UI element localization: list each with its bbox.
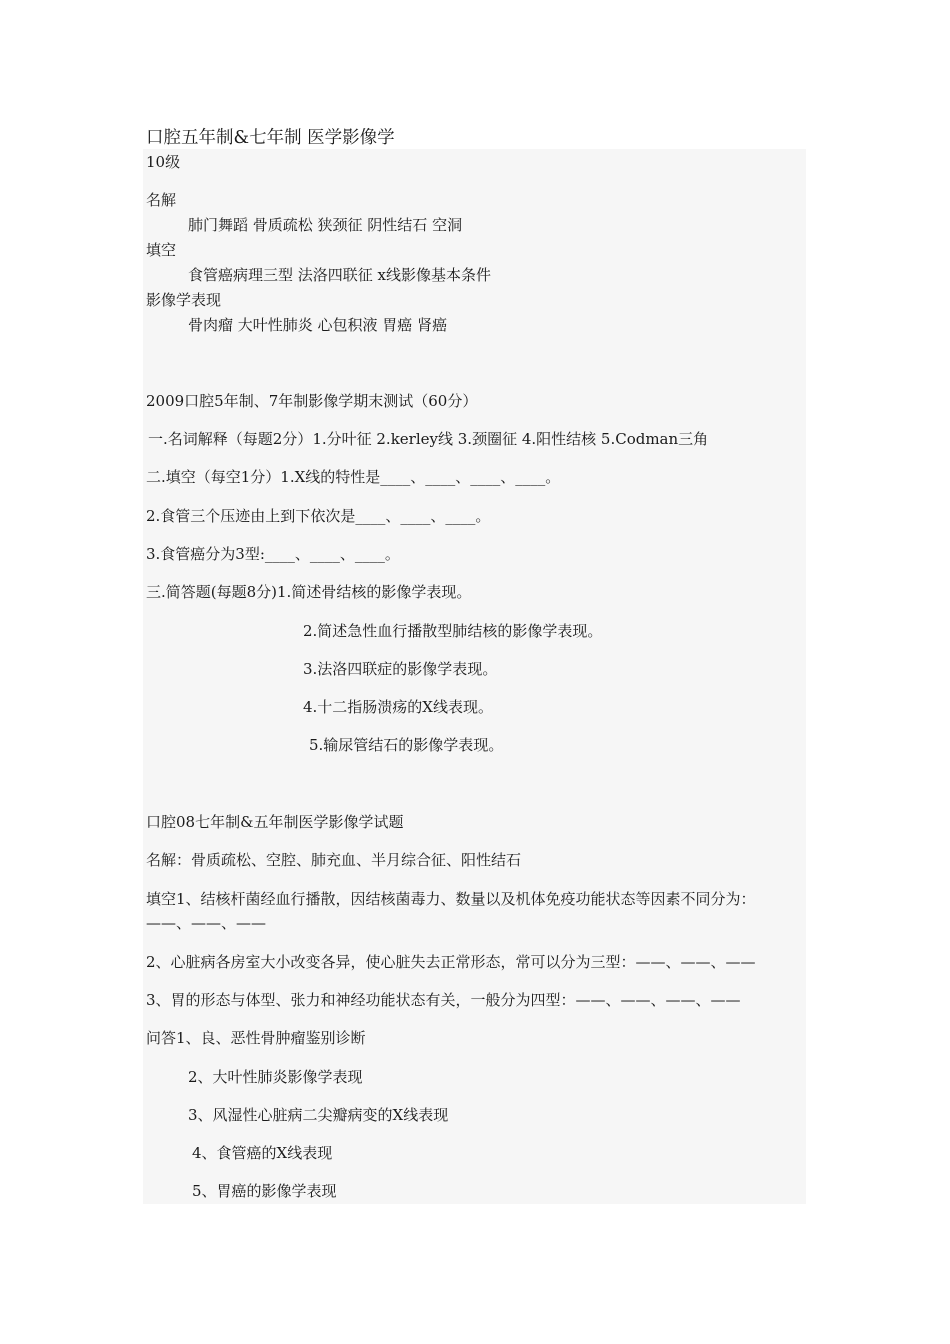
exam-2009-q7: 3.法洛四联症的影像学表现。 bbox=[303, 660, 498, 678]
exam-08-fill2: 2、心脏病各房室大小改变各异，使心脏失去正常形态，常可以分为三型：——、——、—— bbox=[146, 953, 756, 971]
exam-2009-q2: 二.填空（每空1分）1.X线的特性是____、____、____、____。 bbox=[146, 468, 561, 486]
exam-08-qa1: 问答1、良、恶性骨肿瘤鉴别诊断 bbox=[146, 1029, 366, 1047]
exam-2009-q5: 三.简答题(每题8分)1.简述骨结核的影像学表现。 bbox=[146, 583, 472, 601]
exam-08-qa4: 4、食管癌的X线表现 bbox=[192, 1144, 333, 1162]
exam-2009-q9: 5.输尿管结石的影像学表现。 bbox=[309, 736, 504, 754]
exam-2009-q8: 4.十二指肠溃疡的X线表现。 bbox=[303, 698, 493, 716]
names-label: 名解 bbox=[146, 191, 177, 209]
exam-08-qa5: 5、胃癌的影像学表现 bbox=[192, 1182, 337, 1200]
exam-2009-q4: 3.食管癌分为3型:____、____、____。 bbox=[146, 545, 400, 563]
fill-label: 填空 bbox=[146, 241, 177, 259]
imaging-list: 骨肉瘤 大叶性肺炎 心包积液 胃癌 肾癌 bbox=[188, 316, 448, 334]
exam-2009-q6: 2.简述急性血行播散型肺结核的影像学表现。 bbox=[303, 622, 603, 640]
exam-08-heading: 口腔08七年制&五年制医学影像学试题 bbox=[146, 813, 404, 831]
grade-text: 10级 bbox=[146, 153, 181, 171]
exam-08-qa3: 3、风湿性心脏病二尖瓣病变的X线表现 bbox=[188, 1106, 449, 1124]
exam-08-fill1-blanks: ——、——、—— bbox=[146, 914, 267, 932]
exam-08-fill3: 3、胃的形态与体型、张力和神经功能状态有关，一般分为四型：——、——、——、—— bbox=[146, 991, 741, 1009]
fill-list: 食管癌病理三型 法洛四联征 x线影像基本条件 bbox=[188, 266, 491, 284]
exam-2009-heading: 2009口腔5年制、7年制影像学期末测试（60分） bbox=[146, 392, 478, 410]
imaging-label: 影像学表现 bbox=[146, 291, 222, 309]
exam-2009-q1: 一.名词解释（每题2分）1.分叶征 2.kerley线 3.颈圈征 4.阳性结核 5.Codman三角 bbox=[148, 430, 709, 448]
document-title: 口腔五年制&七年制 医学影像学 bbox=[146, 128, 395, 148]
names-list: 肺门舞蹈 骨质疏松 狭颈征 阴性结石 空洞 bbox=[188, 216, 463, 234]
exam-08-names: 名解：骨质疏松、空腔、肺充血、半月综合征、阳性结石 bbox=[146, 851, 522, 869]
exam-08-qa2: 2、大叶性肺炎影像学表现 bbox=[188, 1068, 363, 1086]
exam-08-fill1: 填空1、结核杆菌经血行播散，因结核菌毒力、数量以及机体免疫功能状态等因素不同分为： bbox=[146, 890, 756, 908]
exam-2009-q3: 2.食管三个压迹由上到下依次是____、____、____。 bbox=[146, 507, 491, 525]
